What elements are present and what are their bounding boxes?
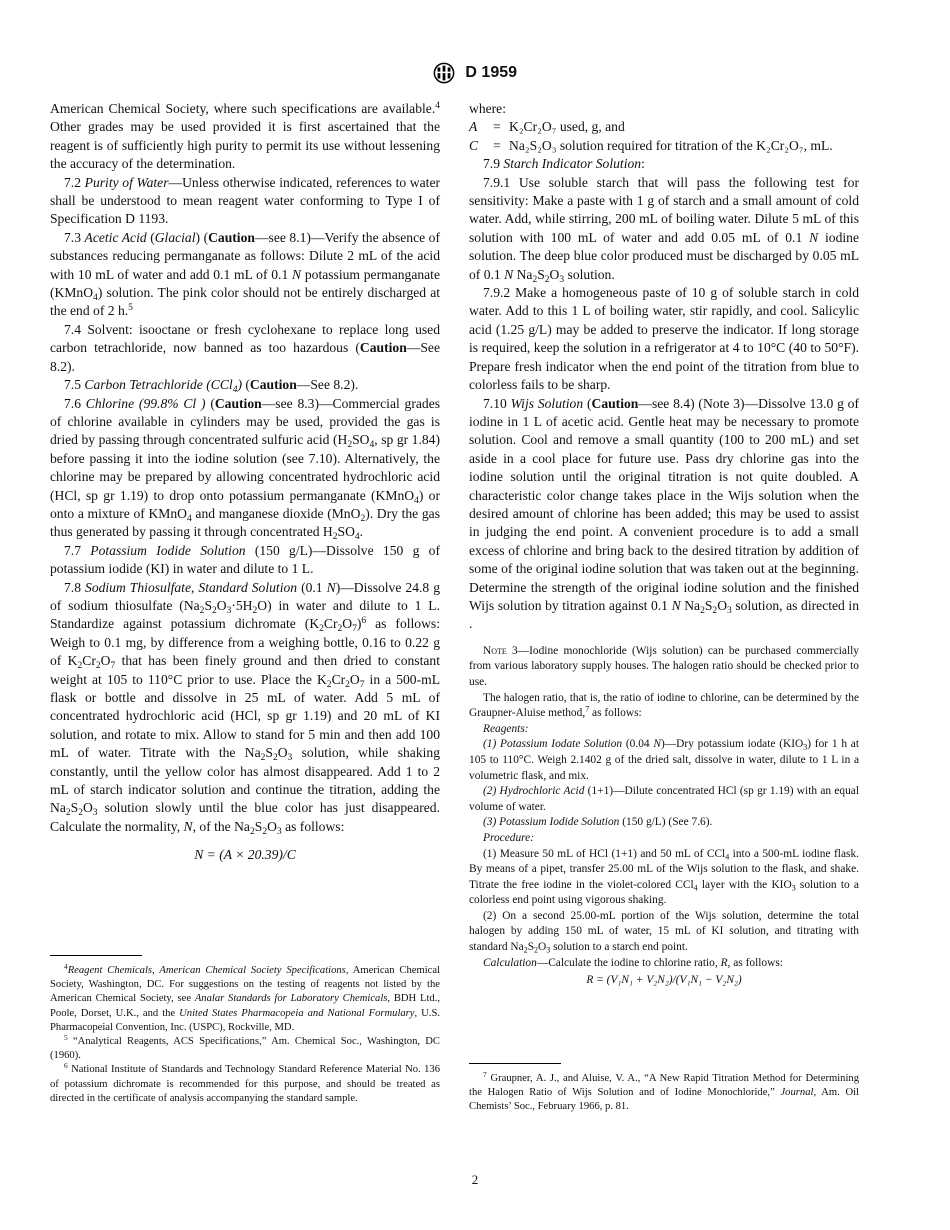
note-reagents-heading: Reagents: (483, 722, 529, 735)
note-reagent-2: (2) Hydrochloric Acid (1+1)—Dilute concentrated HCl (sp gr 1.19) with an equal volume of water. (469, 785, 859, 813)
footnote-4: $^4$Reagent Chemicals, American Chemical Society Specifications, American Chemical Society, Washington, DC. For suggestions on the testing of reagents not listed by the American Chemical Society, see Analar Standards for Laboratory Chemicals, BDH Ltd., Poole, Dorset, U.K., and the United States Pharmacopeia and National Formulary, U.S. Pharmacopeial Convention, Inc. (USPC), Rockville, MD. (50, 961, 441, 1033)
equation-normality: N = (A × 20.39)/C (194, 847, 296, 863)
footnote-rule (50, 955, 142, 956)
note-calculation: Calculation—Calculate the iodine to chlorine ratio, R, as follows: (483, 956, 783, 969)
where-definition-a: A = K₂Cr₂O₇ used, g, and (469, 119, 625, 135)
left-column (50, 100, 440, 875)
note-halogen-ratio: The halogen ratio, that is, the ratio of iodine to chlorine, can be determined by the Graupner-Aluise method,$^7$ as follows: (469, 691, 859, 720)
footnote-7: $^7$ Graupner, A. J., and Aluise, V. A., “A New Rapid Titration Method for Determining the Halogen Ratio of Wijs Solution and of Iodine Monochloride,” Journal, Am. Oil Chemists’ Soc., February 1966, p. 81. (469, 1069, 859, 1113)
section-7-9-2: 7.9.2 Make a homogeneous paste of 10 g of soluble starch in cold water. Add to this 1 L of boiling water, stir rapidly, and cool. Salicylic acid (1.25 g/L) may be added to preserve the indicator. If long storage is required, keep the solution in a refrigerator at 4 to 10°C (40 to 50°F). Prepare fresh indicator when the end point of the titration from blue to colorless fails to be sharp. (469, 285, 859, 393)
section-7-5: 7.5 Carbon Tetrachloride (CCl$_4$) (Caution—See 8.2). (64, 377, 359, 395)
section-7-9: 7.9 Starch Indicator Solution: (483, 156, 645, 172)
page-header (0, 62, 950, 84)
note-reagent-3: (3) Potassium Iodide Solution (150 g/L) (See 7.6). (483, 816, 713, 829)
note-procedure-heading: Procedure: (483, 831, 535, 844)
section-7-9-1: 7.9.1 Use soluble starch that will pass the following test for sensitivity: Make a paste with 1 g of starch and a small amount of cold water. Add, while stirring, 200 mL of boiling water. Dilute 5 mL of this solution with 100 mL of water and add 0.05 mL of 0.1 N iodine solution. The deep blue color produced must be discharged by 0.05 mL of 0.1 N $Na_2S_2O_3$ solution. (469, 174, 859, 285)
note-3 (469, 644, 859, 989)
designation: D 1959 (465, 64, 518, 81)
section-7-7: 7.7 Potassium Iodide Solution (150 g/L)—Dissolve 150 g of potassium iodide (KI) in water and dilute to 1 L. (50, 542, 440, 577)
section-7-8: 7.8 Sodium Thiosulfate, Standard Solution (0.1 N)—Dissolve 24.8 g of sodium thiosulfate $(Na_2S_2O_3\cdot 5H_2O)$ in water and dilute to 1 L. Standardize against potassium dichromate $(K_2Cr_2O_7)^6$ as follows: Weigh to 0.1 mg, by difference from a weighing bottle, 0.16 to 0.22 g of $K_2Cr_2O_7$ that has been finely ground and then dried to constant weight at 105 to 110°C prior to use. Place the $K_2Cr_2O_7$ in a 500-mL flask or bottle and dissolve in 25 mL of water. Add 5 mL of concentrated hydrochloric acid (HCl, sp gr 1.19) and 20 mL of KI solution, and rotate to mix. Allow to stand for 5 min and then add 100 mL of water. Titrate with the $Na_2S_2O_3$ solution, while shaking constantly, until the yellow color has almost disappeared. Add 1 to 2 mL of starch indicator solution and continue the titration, adding the $Na_2S_2O_3$ solution slowly until the blue color has just disappeared. Calculate the normality, N, of the $Na_2S_2O_3$ as follows: (50, 579, 440, 837)
footnote-6: $^6$ National Institute of Standards and Technology Standard Reference Material No. 136 of potassium dichromate is recommended for this purpose, and should be treated as directed in the certificate of analysis accompanying the standard sample. (50, 1061, 440, 1104)
footnote-5: $^5$ “Analytical Reagents, ACS Specifications,” Am. Chemical Soc., Washington, DC (1960). (50, 1032, 440, 1062)
paragraph-7-1-cont: American Chemical Society, where such specifications are available.$^4$ Other grades may be used provided it is first ascertained that the reagent is of sufficiently high purity to permit its use without lessening the accuracy of the determination. (50, 100, 440, 172)
section-7-3: 7.3 Acetic Acid (Glacial) (Caution—see 8.1)—Verify the absence of substances reducing permanganate as follows: Dilute 2 mL of the acid with 10 mL of water and add 0.1 mL of 0.1 N potassium permanganate (KMnO$_4$) solution. The pink color should not be entirely discharged at the end of 2 h.$^5$ (50, 229, 441, 319)
footnote-rule (469, 1063, 561, 1064)
astm-logo-icon (433, 62, 455, 84)
section-7-6: 7.6 Chlorine (99.8% Cl ) (Caution—see 8.3)—Commercial grades of chlorine available in cylinders may be used, provided the gas is dried by passing through concentrated sulfuric acid ($H_2SO_4$, sp gr 1.84) before passing it into the iodine solution (see 7.10). Alternatively, the chlorine may be prepared by allowing concentrated hydrochloric acid (HCl, sp gr 1.19) to drop onto potassium permanganate (KMnO$_4$) or onto a mixture of KMnO$_4$ and manganese dioxide (MnO$_2$). Dry the gas thus generated by passing it through concentrated $H_2SO_4$. (50, 395, 441, 543)
equation-ratio: R = (V₁N₁ + V₂N₂)/(V₁N₁ − V₂N₂) (586, 974, 742, 987)
where-definition-c: C = Na₂S₂O₃ solution required for titration of the K₂Cr₂O₇, mL. (469, 137, 833, 153)
section-7-10: 7.10 Wijs Solution (Caution—see 8.4) (Note 3)—Dissolve 13.0 g of iodine in 1 L of acetic acid. Gentle heat may be necessary to promote solution. Cool and remove a small quantity (100 to 200 mL) and set aside in a cool place for future use. Pass dry chlorine gas into the iodine solution until the original titration is not quite doubled. A characteristic color change takes place in the Wijs solution when the desired amount of chlorine has been added; this may be used to assist in judging the end point. A convenient procedure is to add a small excess of chlorine and bring back to the desired titration by addition of some of the original iodine solution that was taken out at the beginning. Determine the strength of the original iodine solution and the finished Wijs solution by titration against 0.1 N $Na_2S_2O_3$ solution, as directed in . (469, 395, 860, 632)
section-7-4: 7.4 Solvent: isooctane or fresh cyclohexane to replace long used carbon tetrachloride, now banned as too hazardous (Caution—See 8.2). (50, 321, 440, 374)
footnotes-left (50, 955, 440, 1106)
note-procedure-1: (1) Measure 50 mL of HCl (1+1) and 50 mL of CCl$_4$ into a 500-mL iodine flask. By means of a pipet, transfer 25.00 mL of the Wijs solution to the flask, and shake. Titrate the free iodine in the violet-colored CCl$_4$ layer with the $KIO_3$ solution to a colorless end point using vigorous shaking. (469, 847, 859, 907)
where-label: where: (469, 101, 506, 116)
note-3-text: Note 3—Iodine monochloride (Wijs solution) can be purchased commercially from various laboratory supply houses. The halogen ratio should be checked prior to use. (469, 644, 859, 688)
note-procedure-2: (2) On a second 25.00-mL portion of the Wijs solution, determine the total halogen by adding 150 mL of water, 15 mL of KI solution, and titrating with standard $Na_2S_2O_3$ solution to a starch end point. (469, 909, 859, 955)
footnotes-right (469, 1063, 859, 1115)
note-reagent-1: (1) Potassium Iodate Solution (0.04 N)—Dry potassium iodate $(KIO_3)$ for 1 h at 105 to 110°C. Weigh 2.1402 g of the dried salt, dissolve in water, dilute to 1 L in a volumetric flask, and mix. (469, 738, 859, 782)
section-7-2: 7.2 Purity of Water—Unless otherwise indicated, references to water shall be understood to mean reagent water conforming to Type I of Specification D 1193. (50, 174, 440, 227)
right-column (469, 100, 859, 991)
page-number: 2 (471, 1172, 479, 1187)
